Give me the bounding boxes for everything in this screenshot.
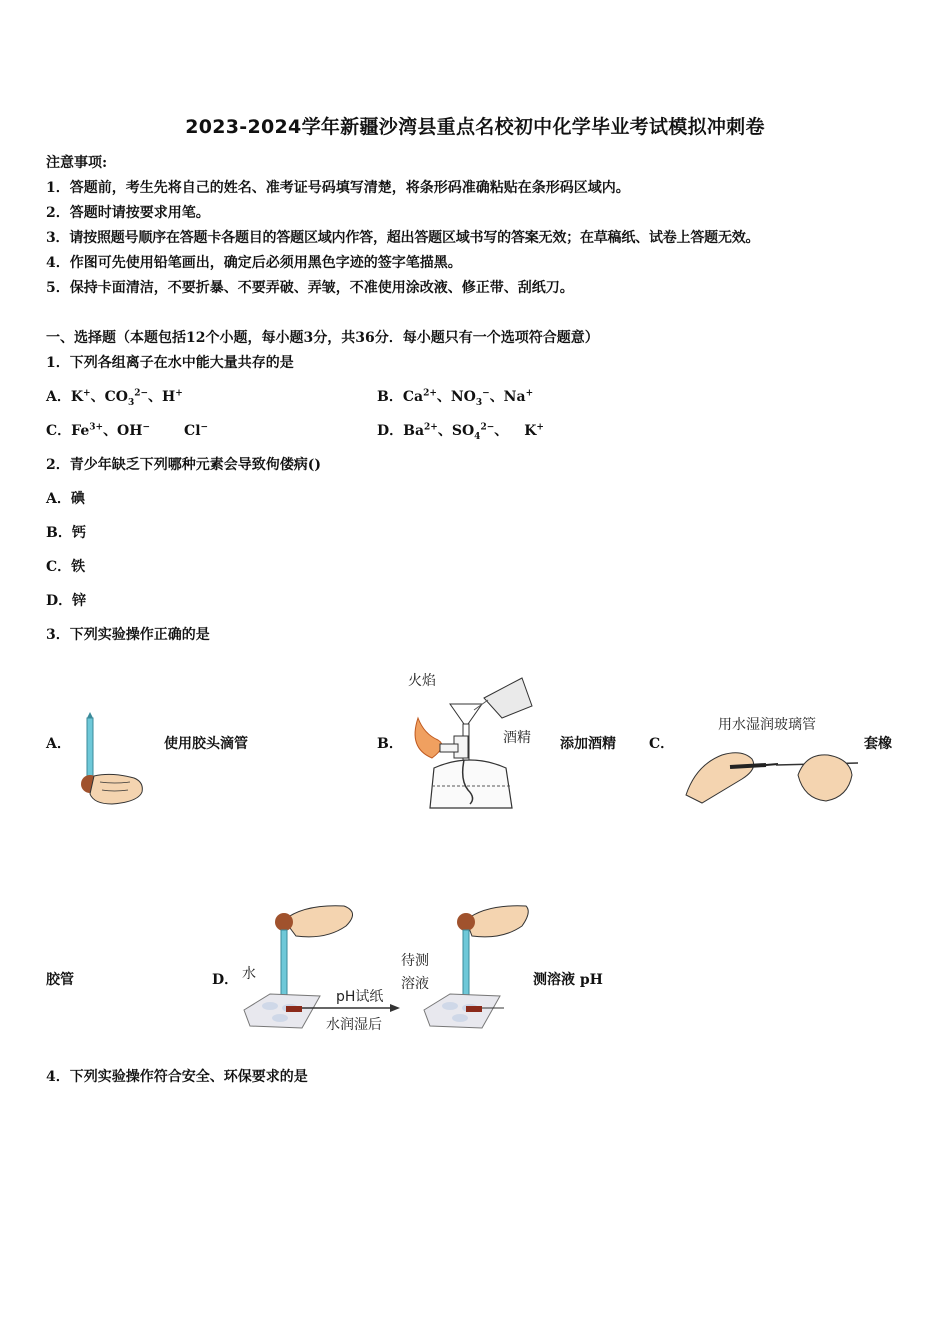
q2-option-d: D．锌	[46, 593, 87, 609]
test-solution-label-2: 溶液	[401, 976, 429, 992]
glass-tube-caption: 用水湿润玻璃管	[718, 717, 816, 733]
ph-paper-label: pH试纸	[336, 989, 384, 1005]
alcohol-label: 酒精	[503, 730, 531, 746]
tube-connect-figure	[680, 735, 860, 805]
q3-option-b-label: B．	[377, 736, 403, 752]
section-heading: 一、选择题（本题包括12个小题，每小题3分，共36分．每小题只有一个选项符合题意）	[46, 330, 599, 346]
q3-option-b-text: 添加酒精	[560, 736, 616, 752]
q3-option-d-text: 测溶液 pH	[533, 972, 603, 988]
q4-stem: 4．下列实验操作符合安全、环保要求的是	[46, 1069, 308, 1085]
q1-option-b: B．$Ca^{2+}$、$NO_3^-$、Na+	[377, 388, 534, 408]
q1-stem: 1．下列各组离子在水中能大量共存的是	[46, 355, 294, 371]
water-label: 水	[242, 966, 256, 982]
q3-option-a-text: 使用胶头滴管	[164, 736, 248, 752]
q2-option-a: A．碘	[46, 491, 85, 507]
q3-option-a-label: A．	[46, 736, 71, 752]
q3-option-c-label: C．	[649, 736, 675, 752]
q3-option-c-text: 套橡	[864, 736, 892, 752]
notice-item-1: 1．答题前，考生先将自己的姓名、准考证号码填写清楚，将条形码准确粘贴在条形码区域内。	[46, 180, 630, 196]
q2-stem: 2．青少年缺乏下列哪种元素会导致佝偻病()	[46, 457, 321, 473]
q3-option-c-continued: 胶管	[46, 972, 74, 988]
test-solution-label-1: 待测	[401, 953, 429, 969]
q1-option-c: C．$Fe^{3+}$、OH− Cl−	[46, 422, 209, 439]
notice-heading: 注意事项:	[46, 155, 108, 171]
q3-option-d-label: D．	[212, 972, 239, 988]
q2-option-b: B．钙	[46, 525, 86, 541]
q3-stem: 3．下列实验操作正确的是	[46, 627, 210, 643]
dropper-hand-figure	[74, 712, 146, 808]
page-title: 2023-2024学年新疆沙湾县重点名校初中化学毕业考试模拟冲刺卷	[185, 116, 765, 138]
q2-option-c: C．铁	[46, 559, 86, 575]
flame-label: 火焰	[408, 673, 436, 689]
q1-option-a: A．K+、$CO_3^{2-}$、H+	[46, 388, 183, 408]
notice-item-2: 2．答题时请按要求用笔。	[46, 205, 210, 221]
q1-option-d: D．$Ba^{2+}$、$SO_4^{2-}$、 K+	[377, 422, 544, 442]
wetted-label: 水润湿后	[326, 1017, 382, 1033]
ph-test-figure	[240, 900, 530, 1032]
notice-item-4: 4．作图可先使用铅笔画出，确定后必须用黑色字迹的签字笔描黑。	[46, 255, 462, 271]
notice-item-3: 3．请按照题号顺序在答题卡各题目的答题区域内作答，超出答题区域书写的答案无效；在草稿纸、试卷上答题无效。	[46, 230, 760, 246]
notice-item-5: 5．保持卡面清洁，不要折暴、不要弄破、弄皱，不准使用涂改液、修正带、刮纸刀。	[46, 280, 574, 296]
